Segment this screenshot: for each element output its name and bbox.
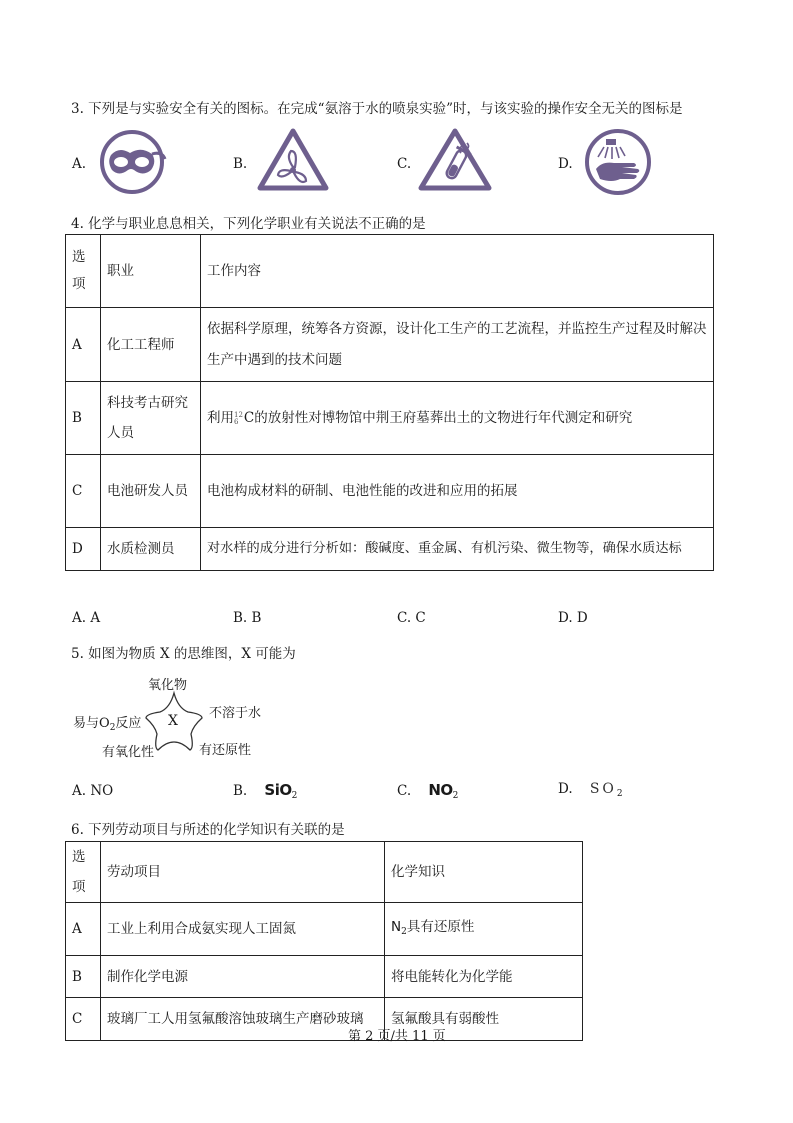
header-option: 选项 — [66, 842, 101, 903]
hot-test-tube-icon — [417, 127, 493, 193]
table-header-row — [66, 842, 583, 903]
table-row — [66, 308, 714, 382]
row-knowledge: 将电能转化为化学能 — [385, 956, 583, 998]
row-knowledge: 氢氟酸具有弱酸性 — [385, 998, 583, 1041]
q3-option-a-label: A. — [72, 156, 87, 172]
question-6-text: 6. 下列劳动项目与所述的化学知识有关联的是 — [71, 822, 345, 838]
row-knowledge: $N_2$具有还原性 — [385, 903, 583, 956]
row-project: 玻璃厂工人用氢氟酸溶蚀玻璃生产磨砂玻璃 — [101, 998, 385, 1041]
row-option: A — [66, 308, 101, 382]
row-option: C — [66, 998, 101, 1041]
row-job: 电池研发人员 — [101, 455, 201, 528]
q5-option-a: A. NO — [72, 783, 114, 799]
row-content: 电池构成材料的研制、电池性能的改进和应用的拓展 — [201, 455, 714, 528]
q5-option-b: B. SiO$_2$ — [233, 781, 298, 801]
question-5-text: 5. 如图为物质 X 的思维图，X 可能为 — [71, 646, 296, 662]
q5-option-d: D. $SO_2$ — [558, 781, 623, 799]
row-project: 工业上利用合成氨实现人工固氮 — [101, 903, 385, 956]
row-content: 对水样的成分进行分析如：酸碱度、重金属、有机污染、微生物等，确保水质达标 — [201, 528, 714, 571]
row-job: 水质检测员 — [101, 528, 201, 571]
table-row — [66, 528, 714, 571]
header-knowledge: 化学知识 — [385, 842, 583, 903]
header-content: 工作内容 — [201, 235, 714, 308]
diagram-top: 氧化物 — [148, 678, 188, 693]
q3-option-b-label: B. — [233, 156, 248, 172]
q4-answer-c: C. C — [397, 610, 426, 626]
header-job: 职业 — [101, 235, 201, 308]
table-row — [66, 998, 583, 1041]
row-option: C — [66, 455, 101, 528]
diagram-center: X — [168, 713, 178, 729]
goggles-icon — [97, 129, 171, 195]
q5-option-c: C. $NO_2$ — [397, 781, 459, 801]
question-3-text: 3. 下列是与实验安全有关的图标。在完成“氨溶于水的喷泉实验”时，与该实验的操作安全无关的图标是 — [71, 101, 683, 117]
row-option: B — [66, 956, 101, 998]
question-4-text: 4. 化学与职业息息相关，下列化学职业有关说法不正确的是 — [71, 216, 426, 232]
q3-option-d-label: D. — [558, 156, 573, 172]
q4-table — [65, 234, 714, 571]
row-option: D — [66, 528, 101, 571]
row-content: 依据科学原理，统筹各方资源，设计化工生产的工艺流程，并监控生产过程及时解决生产中遇到的技术问题 — [201, 308, 714, 382]
header-option: 选项 — [66, 235, 101, 308]
q4-answer-a: A. A — [72, 610, 101, 626]
isotope-notation: 12 6 — [234, 410, 243, 426]
table-row — [66, 956, 583, 998]
table-row — [66, 455, 714, 528]
table-header-row — [66, 235, 714, 308]
fan-ventilation-icon — [256, 127, 330, 193]
q4-answer-d: D. D — [558, 610, 588, 626]
q4-answer-b: B. B — [233, 610, 262, 626]
table-row — [66, 382, 714, 455]
hand-washing-icon — [582, 127, 654, 197]
diagram-left: 易与$O_2$反应 — [73, 716, 142, 733]
diagram-right: 不溶于水 — [209, 706, 262, 721]
q3-option-c-label: C. — [397, 156, 412, 172]
table-row — [66, 903, 583, 956]
row-content: 利用 12 6 C的放射性对博物馆中荆王府墓葬出土的文物进行年代测定和研究 — [201, 382, 714, 455]
row-option: B — [66, 382, 101, 455]
header-project: 劳动项目 — [101, 842, 385, 903]
row-job: 化工工程师 — [101, 308, 201, 382]
q6-table — [65, 841, 583, 1041]
diagram-bottom-right: 有还原性 — [199, 743, 252, 758]
row-option: A — [66, 903, 101, 956]
row-project: 制作化学电源 — [101, 956, 385, 998]
row-job: 科技考古研究人员 — [101, 382, 201, 455]
diagram-bottom-left: 有氧化性 — [102, 745, 155, 760]
page-footer: 第 2 页/共 11 页 — [348, 1029, 446, 1044]
